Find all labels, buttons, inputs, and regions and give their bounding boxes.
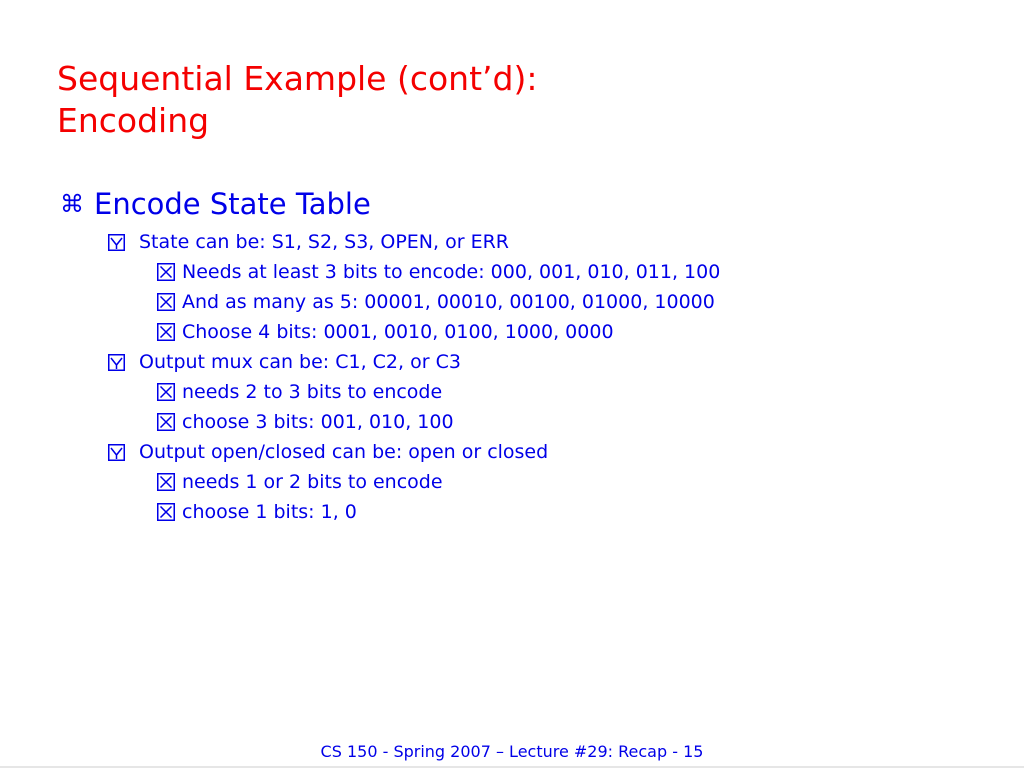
checkbox-x-icon bbox=[157, 503, 175, 521]
list-item-label: needs 1 or 2 bits to encode bbox=[182, 471, 443, 493]
list-item-label: Output open/closed can be: open or closed bbox=[139, 441, 549, 463]
list-item bbox=[157, 497, 357, 527]
list-item bbox=[108, 437, 548, 467]
command-key-icon: ⌘ bbox=[60, 190, 84, 218]
list-item-label: choose 3 bits: 001, 010, 100 bbox=[182, 411, 454, 433]
list-item-label: needs 2 to 3 bits to encode bbox=[182, 381, 443, 403]
list-item bbox=[157, 407, 454, 437]
slide-footer: CS 150 - Spring 2007 – Lecture #29: Recap - 15 bbox=[320, 742, 704, 761]
title-line-2: Encoding bbox=[57, 101, 210, 140]
list-item-label: And as many as 5: 00001, 00010, 00100, 01000, 10000 bbox=[182, 291, 715, 313]
checkbox-check-icon bbox=[108, 234, 125, 251]
list-item bbox=[108, 347, 461, 377]
list-item bbox=[157, 377, 442, 407]
list-item-label: choose 1 bits: 1, 0 bbox=[182, 501, 357, 523]
checkbox-check-icon bbox=[108, 354, 125, 371]
list-item bbox=[157, 467, 443, 497]
checkbox-x-icon bbox=[157, 263, 175, 281]
bullet-heading bbox=[60, 182, 371, 226]
list-item bbox=[108, 227, 509, 257]
list-item bbox=[157, 257, 720, 287]
list-item-label: Choose 4 bits: 0001, 0010, 0100, 1000, 0000 bbox=[182, 321, 614, 343]
list-item-label: Output mux can be: C1, C2, or C3 bbox=[139, 351, 461, 373]
list-item-label: Needs at least 3 bits to encode: 000, 001, 010, 011, 100 bbox=[182, 261, 721, 283]
heading-text: Encode State Table bbox=[94, 187, 371, 221]
checkbox-x-icon bbox=[157, 413, 175, 431]
checkbox-x-icon bbox=[157, 323, 175, 341]
checkbox-check-icon bbox=[108, 444, 125, 461]
checkbox-x-icon bbox=[157, 473, 175, 491]
list-item-label: State can be: S1, S2, S3, OPEN, or ERR bbox=[139, 231, 509, 253]
list-item bbox=[157, 287, 715, 317]
checkbox-x-icon bbox=[157, 293, 175, 311]
checkbox-x-icon bbox=[157, 383, 175, 401]
title-line-1: Sequential Example (cont’d): bbox=[57, 59, 538, 98]
slide-title bbox=[57, 58, 537, 142]
list-item bbox=[157, 317, 614, 347]
